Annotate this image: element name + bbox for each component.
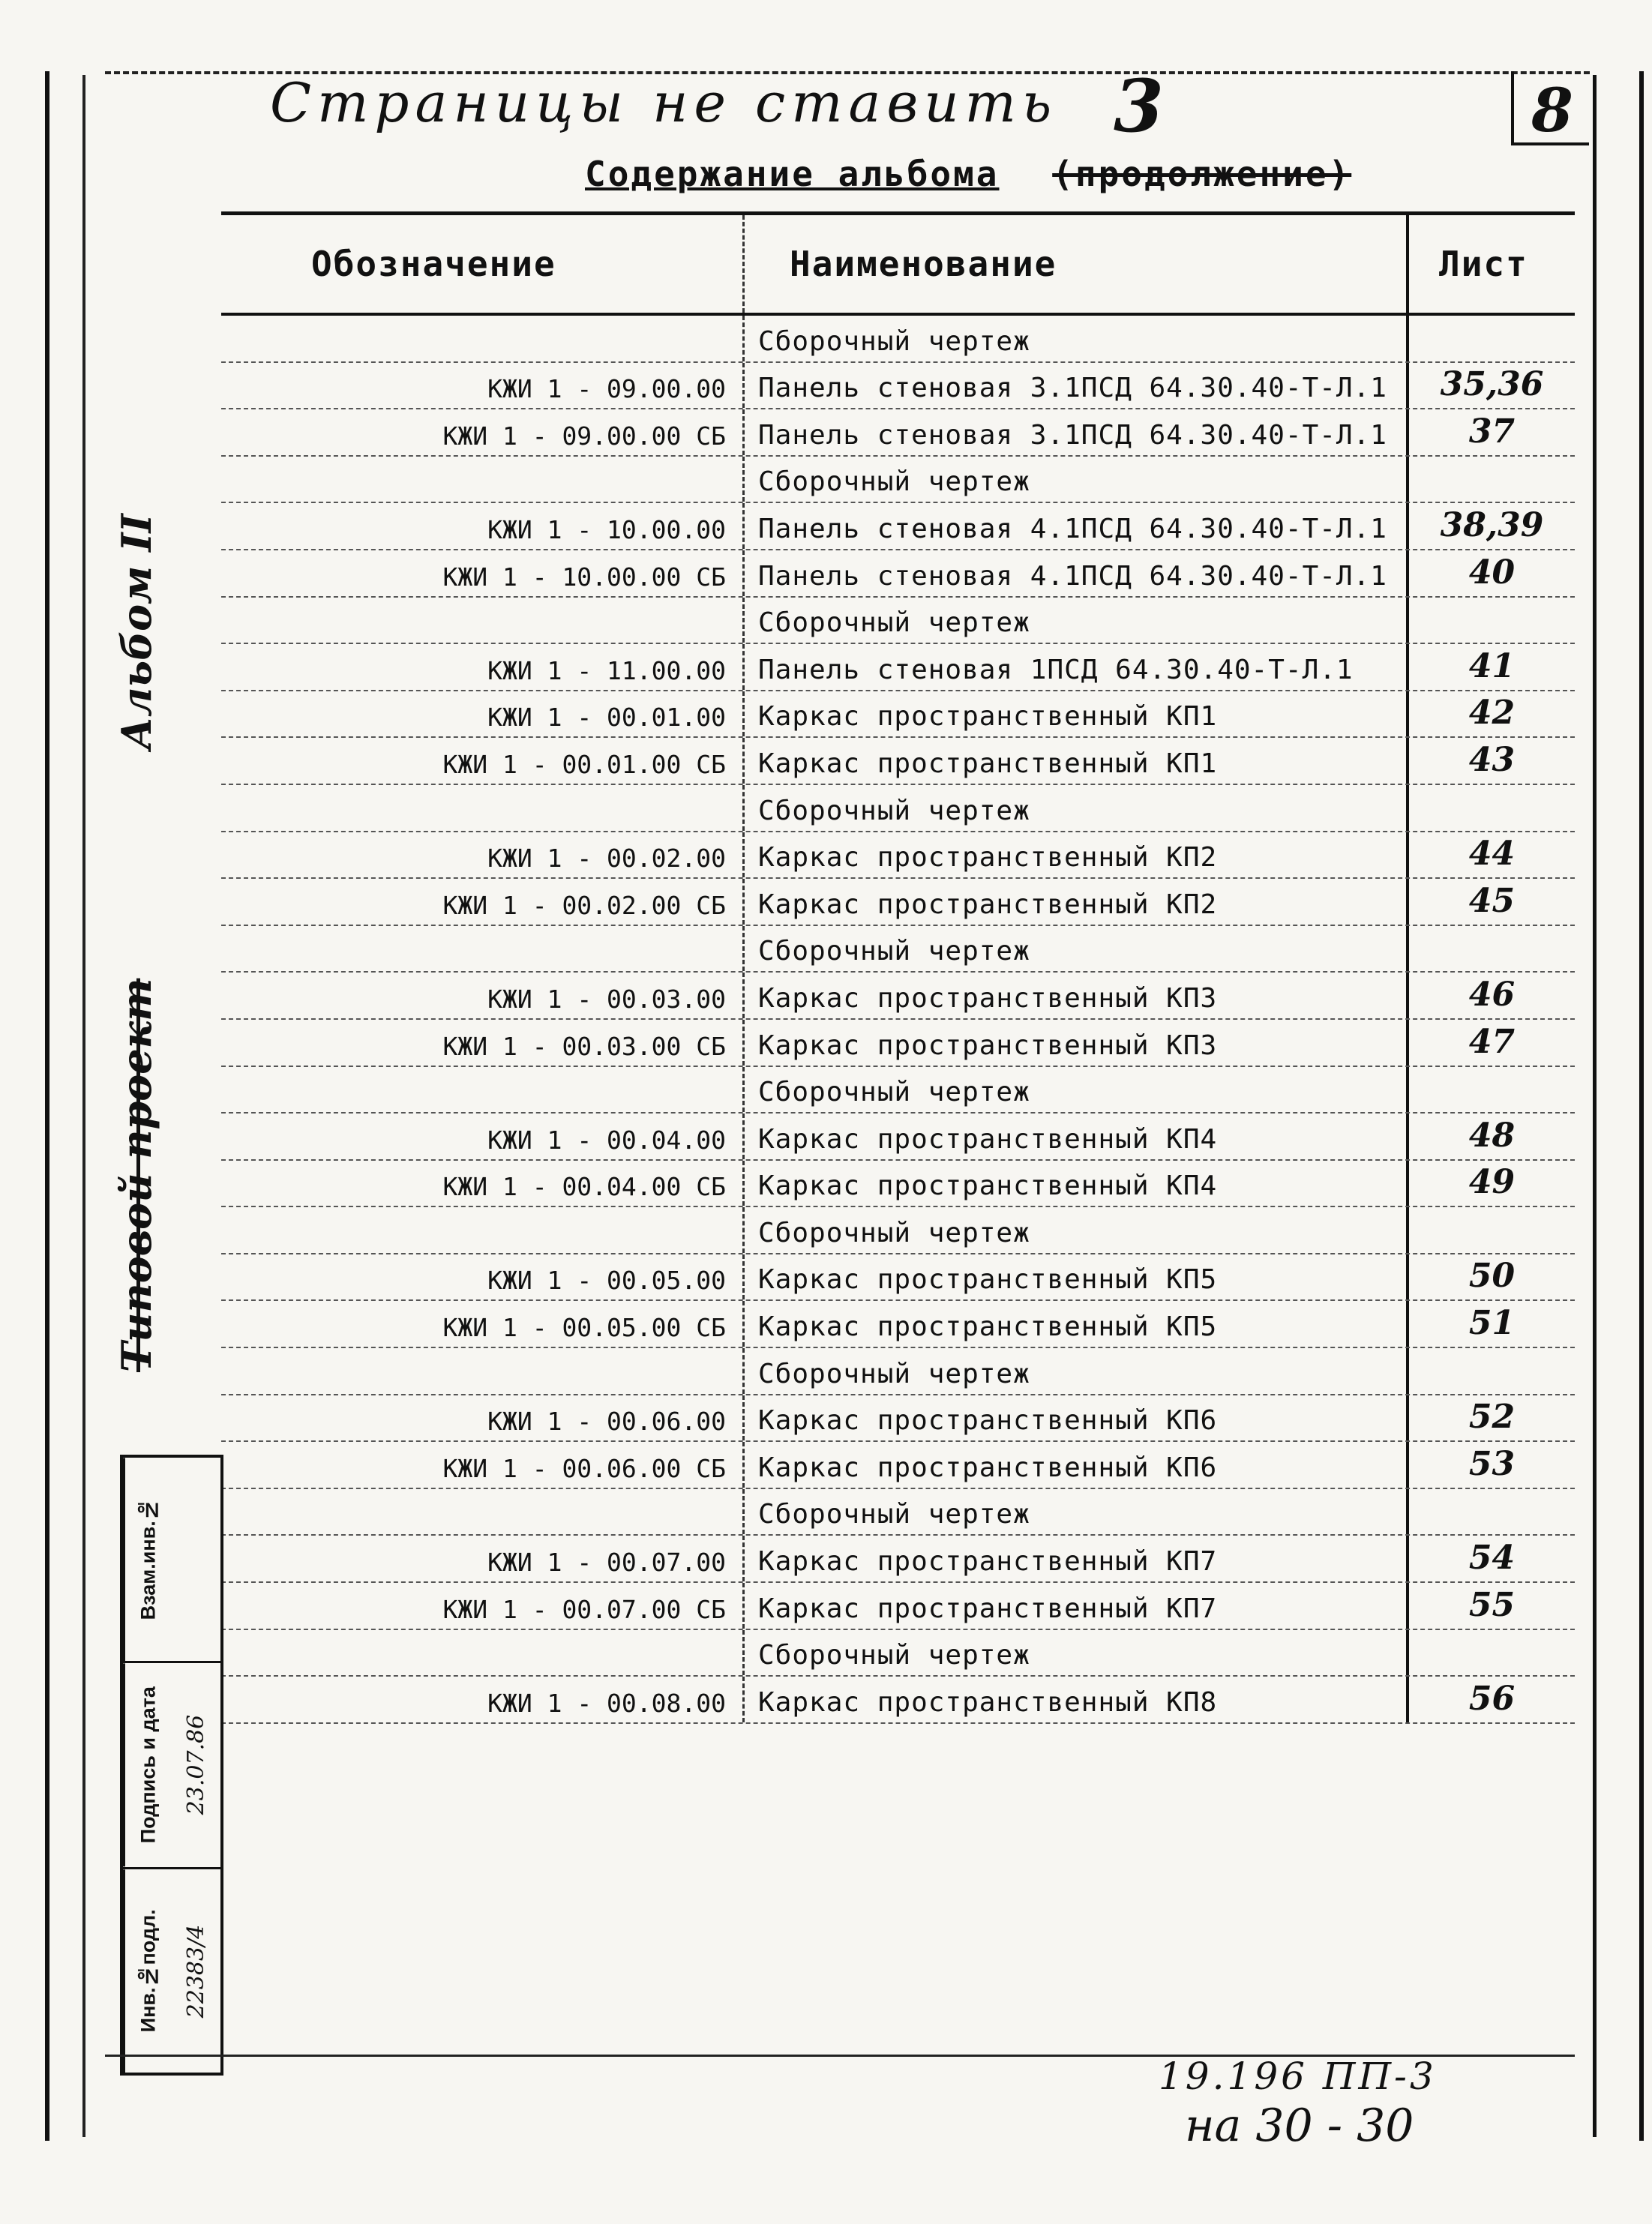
document-designation: 19.196 ПП-3 (1159, 2055, 1437, 2098)
row-name: Каркас пространственный КП1 (742, 738, 1406, 784)
row-sheet: 49 (1406, 1161, 1575, 1206)
row-name: Каркас пространственный КП3 (742, 1020, 1406, 1066)
row-designation: КЖИ 1 - 10.00.00 СБ (442, 562, 726, 592)
table-row (221, 1113, 1575, 1161)
row-sheet: 56 (1406, 1677, 1575, 1722)
table-row (221, 550, 1575, 598)
table-row (221, 1067, 1575, 1114)
table-row (221, 832, 1575, 880)
row-sheet: 40 (1406, 550, 1575, 596)
row-designation (221, 598, 742, 643)
row-sheet: 52 (1406, 1395, 1575, 1441)
row-designation (221, 1348, 742, 1394)
row-sheet: 42 (1406, 691, 1575, 737)
row-designation (221, 457, 742, 502)
table-row (221, 503, 1575, 550)
row-sheet: 54 (1406, 1536, 1575, 1581)
row-designation: КЖИ 1 - 00.02.00 (487, 844, 726, 874)
stamp-inv-value: 22383/4 (183, 1924, 209, 2018)
table-row (221, 1630, 1575, 1677)
stamp-swap-cell (123, 1458, 220, 1663)
row-designation: КЖИ 1 - 00.03.00 СБ (442, 1031, 726, 1061)
row-name: Панель стеновая 3.1ПСД 64.30.40-Т-Л.1 (742, 409, 1406, 455)
table-row (221, 738, 1575, 785)
table-row (221, 598, 1575, 645)
row-designation: КЖИ 1 - 00.03.00 (487, 984, 726, 1014)
album-title-main: Содержание альбома (585, 154, 1000, 194)
row-designation: КЖИ 1 - 00.06.00 (487, 1407, 726, 1437)
header-designation: Обозначение (311, 244, 556, 284)
row-name: Каркас пространственный КП7 (742, 1583, 1406, 1629)
row-sheet: 53 (1406, 1442, 1575, 1488)
row-sheet: 45 (1406, 879, 1575, 925)
table-row (221, 1348, 1575, 1395)
row-designation (221, 1489, 742, 1535)
row-sheet (1406, 598, 1575, 643)
row-sheet: 38,39 (1406, 503, 1575, 549)
handwritten-number: 3 (1114, 64, 1164, 148)
row-designation (221, 785, 742, 831)
row-designation: КЖИ 1 - 00.01.00 (487, 703, 726, 733)
row-sheet: 50 (1406, 1254, 1575, 1300)
table-row (221, 926, 1575, 973)
sheets-note: на 30 - 30 (1185, 2100, 1414, 2152)
row-sheet: 41 (1406, 644, 1575, 690)
row-designation (221, 316, 742, 361)
table-row (221, 1442, 1575, 1489)
row-name: Сборочный чертеж (742, 1348, 1406, 1394)
row-designation: КЖИ 1 - 00.05.00 СБ (442, 1313, 726, 1343)
row-name: Каркас пространственный КП3 (742, 973, 1406, 1018)
row-name: Панель стеновая 3.1ПСД 64.30.40-Т-Л.1 (742, 363, 1406, 409)
row-designation: КЖИ 1 - 00.02.00 СБ (442, 890, 726, 920)
row-sheet (1406, 926, 1575, 972)
stamp-sign-label: Подпись и дата (123, 1663, 172, 1866)
table-row (221, 973, 1575, 1020)
row-name: Сборочный чертеж (742, 457, 1406, 502)
stamp-swap-label: Взам.инв.№ (123, 1458, 172, 1661)
stamp-swap-value (172, 1458, 220, 1661)
row-sheet: 48 (1406, 1113, 1575, 1159)
row-designation: КЖИ 1 - 09.00.00 СБ (442, 421, 726, 451)
row-name: Панель стеновая 4.1ПСД 64.30.40-Т-Л.1 (742, 550, 1406, 596)
row-sheet: 47 (1406, 1020, 1575, 1066)
table-row (221, 1254, 1575, 1302)
handwritten-note: Страницы не ставить (270, 71, 1058, 134)
row-designation: КЖИ 1 - 00.01.00 СБ (442, 749, 726, 779)
row-sheet: 46 (1406, 973, 1575, 1018)
row-designation: КЖИ 1 - 10.00.00 (487, 514, 726, 544)
header-sheet: Лист (1406, 215, 1575, 313)
row-designation: КЖИ 1 - 00.08.00 (487, 1688, 726, 1718)
row-name: Каркас пространственный КП6 (742, 1442, 1406, 1488)
row-sheet (1406, 1067, 1575, 1113)
row-name: Сборочный чертеж (742, 926, 1406, 972)
row-designation (221, 1067, 742, 1113)
row-name: Каркас пространственный КП8 (742, 1677, 1406, 1722)
row-sheet: 55 (1406, 1583, 1575, 1629)
side-label-type-project: Типовой проект (112, 978, 160, 1372)
row-name: Каркас пространственный КП4 (742, 1113, 1406, 1159)
table-row (221, 691, 1575, 739)
table-row (221, 1536, 1575, 1583)
row-designation: КЖИ 1 - 09.00.00 (487, 374, 726, 404)
row-sheet: 51 (1406, 1301, 1575, 1347)
table-row (221, 1161, 1575, 1208)
sheet-number: 8 (1531, 75, 1573, 145)
row-sheet: 35,36 (1406, 363, 1575, 409)
table-row (221, 879, 1575, 926)
row-name: Каркас пространственный КП5 (742, 1301, 1406, 1347)
row-designation: КЖИ 1 - 00.07.00 СБ (442, 1594, 726, 1624)
row-sheet: 43 (1406, 738, 1575, 784)
table-row (221, 785, 1575, 832)
row-name: Сборочный чертеж (742, 785, 1406, 831)
table-row (221, 1677, 1575, 1724)
row-name: Каркас пространственный КП5 (742, 1254, 1406, 1300)
row-name: Сборочный чертеж (742, 316, 1406, 361)
side-label-album: Альбом II (112, 514, 160, 750)
row-name: Панель стеновая 4.1ПСД 64.30.40-Т-Л.1 (742, 503, 1406, 549)
table-header (221, 215, 1575, 316)
row-sheet (1406, 1348, 1575, 1394)
row-name: Сборочный чертеж (742, 1067, 1406, 1113)
row-sheet (1406, 316, 1575, 361)
row-designation (221, 1207, 742, 1253)
row-name: Каркас пространственный КП2 (742, 832, 1406, 878)
table-row (221, 363, 1575, 410)
table-row (221, 457, 1575, 504)
table-row (221, 1301, 1575, 1348)
row-designation: КЖИ 1 - 00.04.00 СБ (442, 1172, 726, 1202)
table-row (221, 316, 1575, 363)
row-sheet (1406, 1207, 1575, 1253)
row-sheet (1406, 1489, 1575, 1535)
row-sheet (1406, 457, 1575, 502)
album-title-continuation: (продолжение) (1052, 154, 1352, 194)
stamp-sign-value: 23.07.86 (183, 1715, 209, 1815)
row-name: Каркас пространственный КП2 (742, 879, 1406, 925)
row-name: Каркас пространственный КП4 (742, 1161, 1406, 1206)
row-sheet: 37 (1406, 409, 1575, 455)
contents-table (221, 211, 1575, 1724)
row-designation: КЖИ 1 - 11.00.00 (487, 655, 726, 685)
table-row (221, 1395, 1575, 1443)
album-title (585, 154, 1351, 194)
row-designation (221, 926, 742, 972)
table-row (221, 1489, 1575, 1536)
row-designation: КЖИ 1 - 00.06.00 СБ (442, 1453, 726, 1483)
registration-stamp (120, 1455, 223, 2076)
stamp-sign-cell (123, 1663, 220, 1869)
row-name: Сборочный чертеж (742, 1630, 1406, 1676)
row-name: Сборочный чертеж (742, 598, 1406, 643)
row-designation (221, 1630, 742, 1676)
row-name: Панель стеновая 1ПСД 64.30.40-Т-Л.1 (742, 644, 1406, 690)
header-name: Наименование (742, 215, 1406, 313)
table-row (221, 1583, 1575, 1630)
stamp-inv-label: Инв.№подл. (123, 1869, 172, 2073)
row-sheet: 44 (1406, 832, 1575, 878)
row-name: Каркас пространственный КП1 (742, 691, 1406, 737)
table-row (221, 1020, 1575, 1067)
row-sheet (1406, 1630, 1575, 1676)
table-row (221, 1207, 1575, 1254)
table-row (221, 644, 1575, 691)
table-row (221, 409, 1575, 457)
row-name: Каркас пространственный КП7 (742, 1536, 1406, 1581)
table-body (221, 316, 1575, 1724)
row-designation: КЖИ 1 - 00.04.00 (487, 1125, 726, 1155)
row-sheet (1406, 785, 1575, 831)
stamp-inv-cell (123, 1869, 220, 2073)
row-designation: КЖИ 1 - 00.07.00 (487, 1548, 726, 1578)
row-name: Каркас пространственный КП6 (742, 1395, 1406, 1441)
row-name: Сборочный чертеж (742, 1207, 1406, 1253)
row-name: Сборочный чертеж (742, 1489, 1406, 1535)
row-designation: КЖИ 1 - 00.05.00 (487, 1266, 726, 1296)
